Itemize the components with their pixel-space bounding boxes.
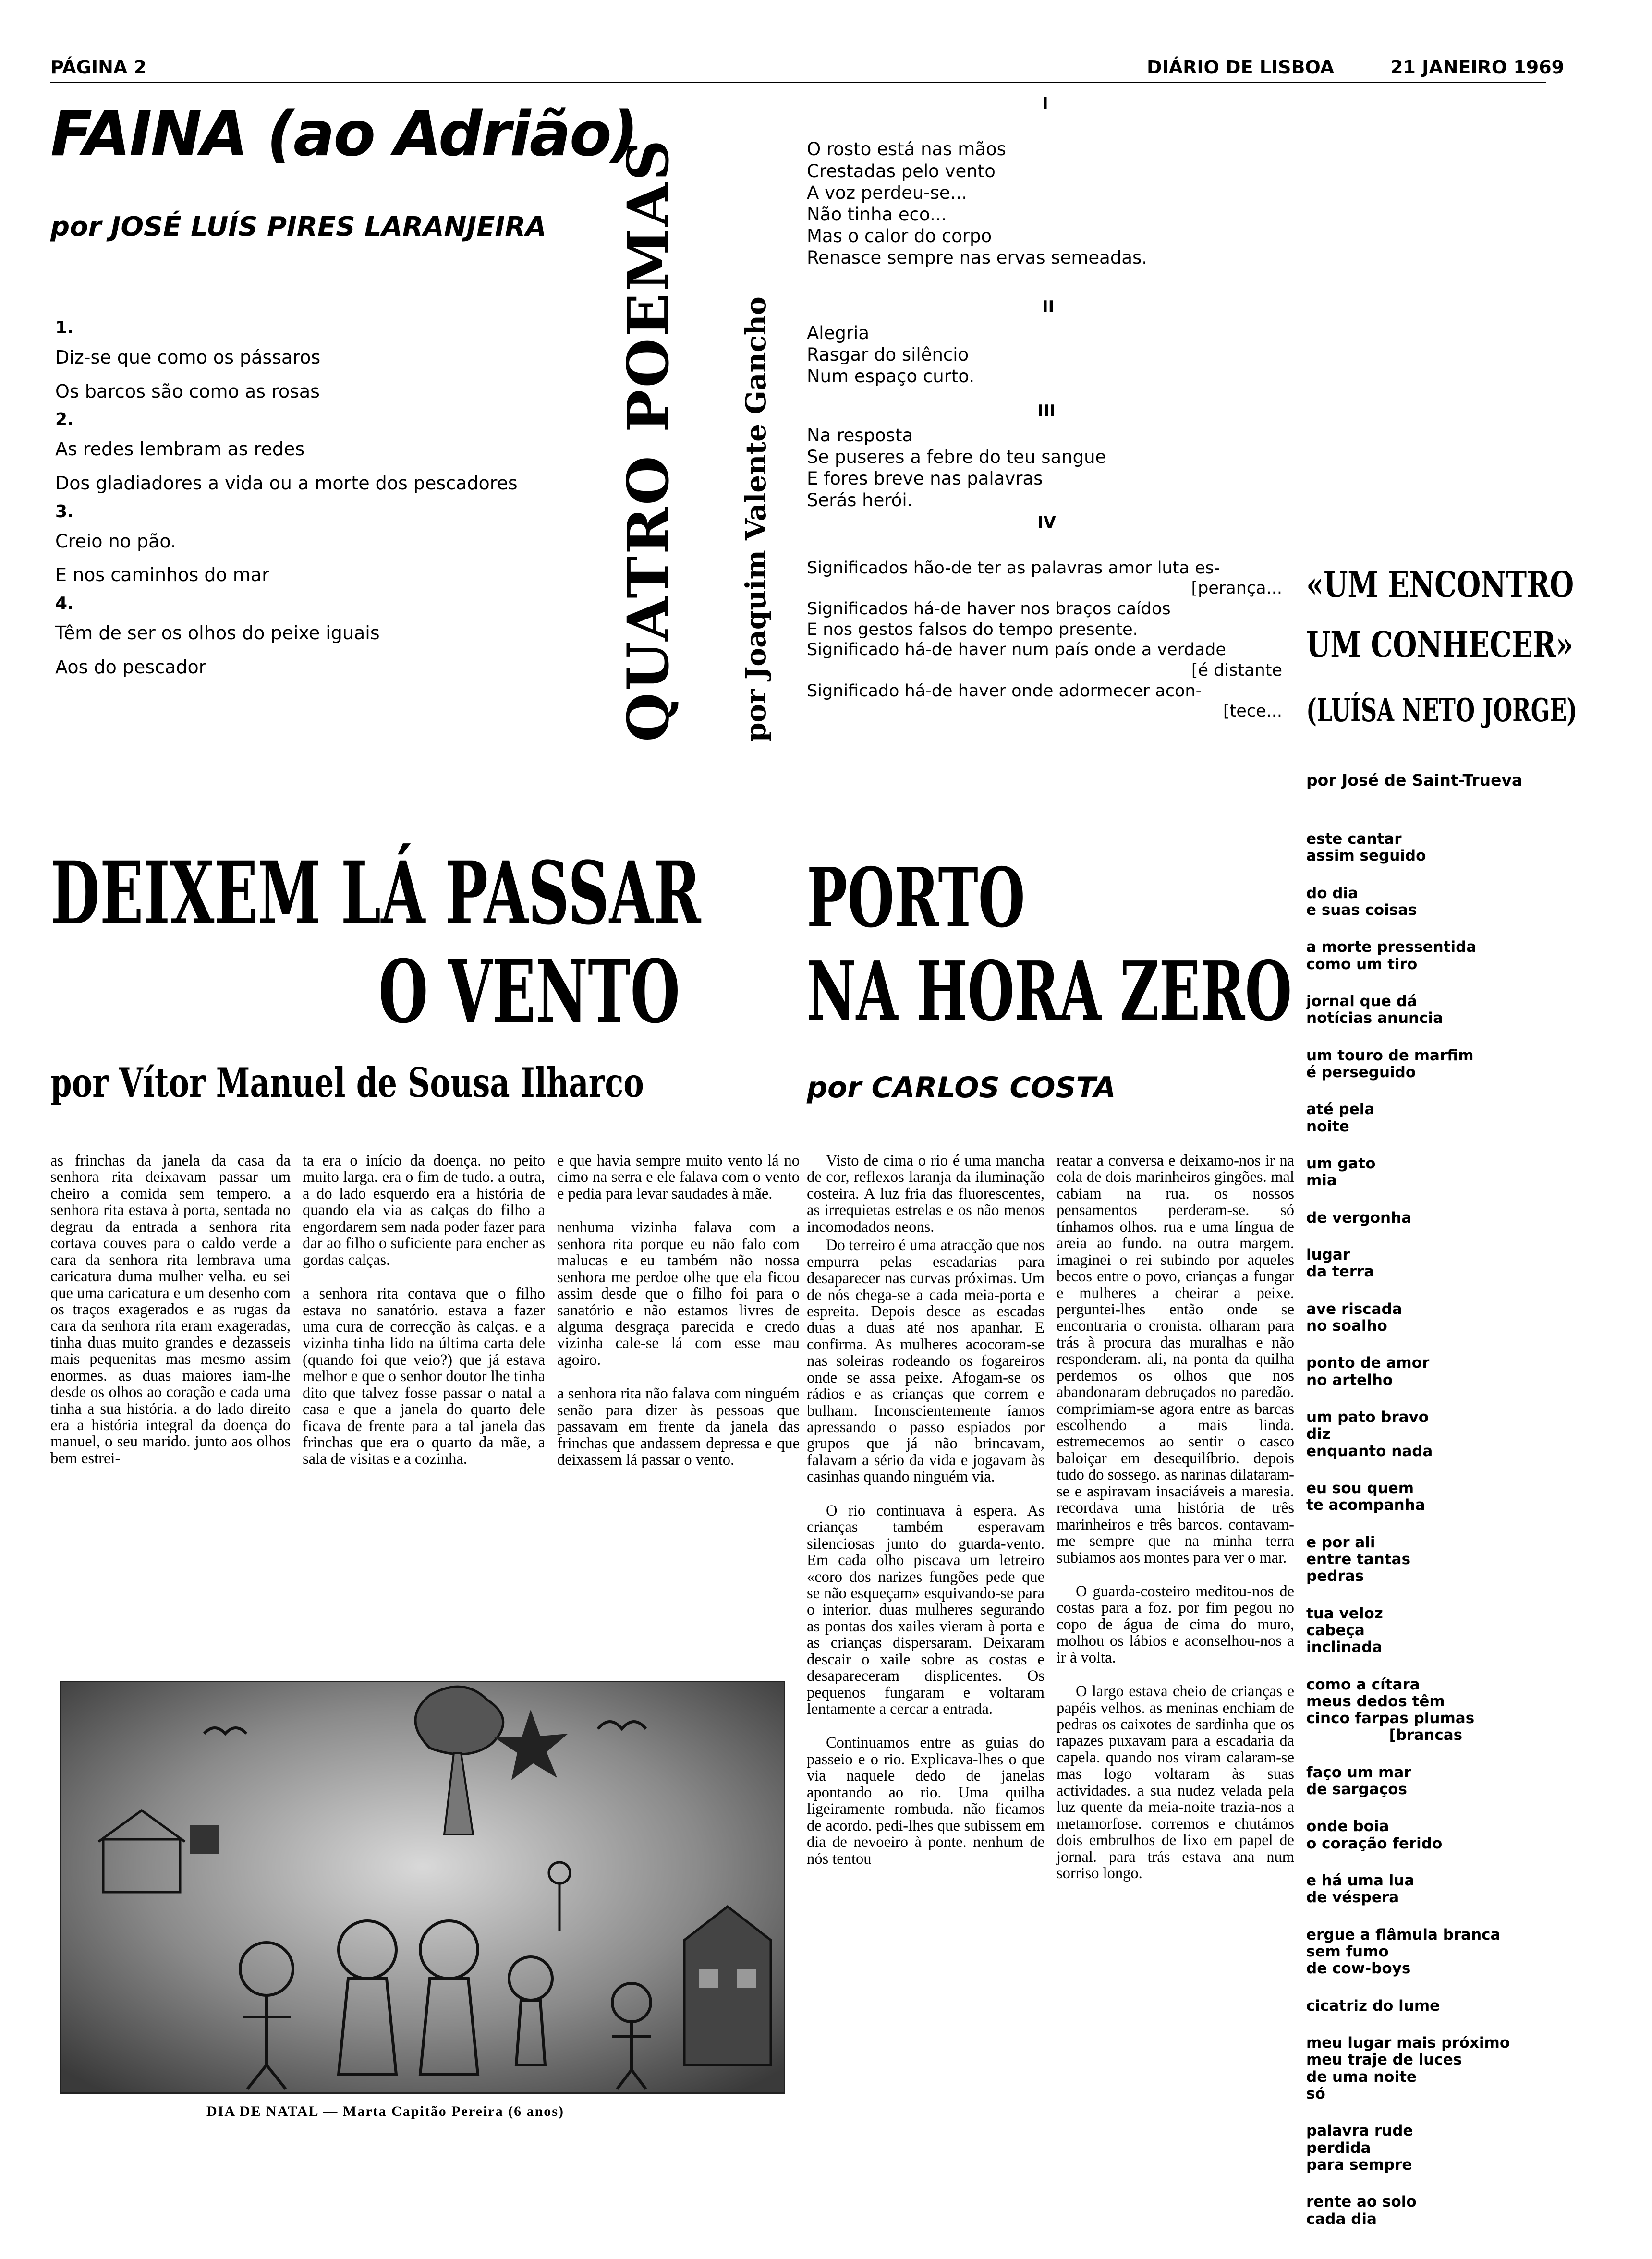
poem-line: Significado há-de haver num país onde a verdade: [807, 640, 1226, 660]
encontro-stanza: [1306, 1210, 1556, 1227]
poem-line: [é distante: [1191, 660, 1282, 680]
encontro-stanza: [1306, 1355, 1556, 1389]
article-paragraph: e que havia sempre muito vento lá no cimo na serra e ele falava com o vento e pedia para levar saudades à mãe.: [557, 1152, 800, 1202]
poem-line: Crestadas pelo vento: [807, 160, 996, 182]
poem-line: a morte pressentida: [1306, 938, 1477, 956]
quatro-title: QUATRO POEMAS: [615, 138, 681, 742]
poem-line: Significados hão-de ter as palavras amor luta es-: [807, 558, 1220, 578]
porto-title-1: PORTO: [807, 850, 1025, 946]
quatro-byline: por Joaquim Valente Gancho: [740, 296, 772, 742]
encontro-stanza: [1306, 1409, 1556, 1460]
encontro-stanza: [1306, 993, 1556, 1027]
poem-line: ponto de amor: [1306, 1354, 1430, 1372]
encontro-poem: [1306, 831, 1556, 2248]
article-paragraph: O largo estava cheio de crianças e papéis velhos. as meninas enchiam de pedras os caixotes de sardinha que os rapazes puxavam para a escadaria da capela. quando nos viram calaram-se mas logo voltaram às suas actividades. a sua nudez velada pela luz quente da meia-noite trazia-nos a metamorfose. corremos e chutámos dois embrulhos de lixo em papel de jornal. para trás estava ana num sorriso longo.: [1057, 1683, 1294, 1882]
poem-line: Alegria: [807, 322, 870, 343]
encontro-stanza: [1306, 885, 1556, 919]
poem-line: A voz perdeu-se...: [807, 182, 967, 203]
issue-date: 21 JANEIRO 1969: [1390, 57, 1565, 78]
encontro-title-1: «UM ENCONTRO: [1306, 564, 1574, 606]
poem-line: enquanto nada: [1306, 1442, 1433, 1460]
poem-line: As redes lembram as redes: [55, 438, 305, 460]
section-number: I: [1042, 94, 1048, 113]
poem-line: Diz-se que como os pássaros: [55, 347, 321, 368]
encontro-byline: por José de Saint-Trueva: [1306, 771, 1523, 789]
porto-column-1: [807, 1153, 1045, 1884]
poem-line: ergue a flâmula branca: [1306, 1926, 1501, 1943]
page-number: PÁGINA 2: [50, 57, 146, 78]
poem-line: diz: [1306, 1425, 1331, 1443]
poem-line: e há uma lua: [1306, 1872, 1415, 1890]
poem-line: E nos gestos falsos do tempo presente.: [807, 619, 1138, 639]
poem-line: Se puseres a febre do teu sangue: [807, 446, 1106, 467]
encontro-stanza: [1306, 1534, 1556, 1585]
article-paragraph: Continuamos entre as guias do passeio e o rio. Explicava-lhes o que via naquele dedo de janelas apontando ao rio. Uma quilha ligeiramente rombuda. não ficamos de acordo. pedi-lhes que subissem em dia de nevoeiro à ponte. nenhum de nós tentou: [807, 1734, 1045, 1868]
article-paragraph: ta era o início da doença. no peito muito larga. era o fim de tudo. a outra, a do lado esquerdo era a história de quando ela via as calças do filho a engordarem sem nada poder fazer para dar ao filho o suficiente para encher as gordas calças.: [303, 1152, 545, 1269]
poem-line: mia: [1306, 1172, 1337, 1190]
faina-stanza: [55, 409, 583, 495]
child-drawing-illustration: [60, 1681, 785, 2094]
poem-line: Os barcos são como as rosas: [55, 380, 320, 402]
poem-line: de sargaços: [1306, 1781, 1407, 1798]
photo-caption: DIA DE NATAL — Marta Capitão Pereira (6 anos): [206, 2103, 564, 2119]
poem-line: Têm de ser os olhos do peixe iguais: [55, 622, 380, 644]
article-paragraph: a senhora rita não falava com ninguém senão para dizer às pessoas que passavam em frente da janela das frinchas que andassem depressa e que deixassem lá passar o vento.: [557, 1385, 800, 1469]
quatro-section: [807, 322, 1311, 387]
encontro-stanza: [1306, 1047, 1556, 1081]
section-number: II: [1042, 297, 1055, 317]
poem-line: jornal que dá: [1306, 992, 1417, 1010]
encontro-stanza: [1306, 1247, 1556, 1281]
poem-line: é perseguido: [1306, 1063, 1416, 1081]
poem-line: meu lugar mais próximo: [1306, 2034, 1510, 2052]
poem-line: cicatriz do lume: [1306, 1997, 1440, 2015]
poem-line: de cow-boys: [1306, 1960, 1411, 1978]
photo-dia-de-natal: [60, 1681, 785, 2094]
deixem-column-2: [303, 1153, 545, 1485]
faina-title: FAINA (ao Adrião): [50, 98, 637, 170]
faina-byline: por JOSÉ LUÍS PIRES LARANJEIRA: [50, 211, 547, 243]
poem-line: meu traje de luces: [1306, 2051, 1462, 2069]
article-paragraph: Do terreiro é uma atracção que nos empurra pelas escadarias para desaparecer nas curvas próximas. Um de nós chega-se a cada meia-porta e espreita. Depois desce as escadas duas a duas até nos apanhar. E confirma. As mulheres acocoram-se nas soleiras rodeando os fogareiros onde se assa peixe. Afogam-se os rádios e as crianças que correm e bulham. Inconscientemente íamos apressando o passo espiados por grupos que já não brincavam, falavam a sério da vida e jogavam às casinhas quando ninguém via.: [807, 1237, 1045, 1486]
poem-line: no soalho: [1306, 1317, 1387, 1335]
stanza-number: 4.: [55, 593, 74, 613]
stanza-number: 3.: [55, 501, 74, 522]
quatro-section: [807, 138, 1311, 268]
poem-line: como um tiro: [1306, 955, 1418, 973]
poem-line: Aos do pescador: [55, 656, 206, 678]
poem-line: E fores breve nas palavras: [807, 468, 1043, 489]
quatro-section: [807, 425, 1311, 511]
encontro-stanza: [1306, 1818, 1556, 1852]
encontro-stanza: [1306, 2035, 1556, 2102]
poem-line: lugar: [1306, 1246, 1350, 1263]
poem-line: te acompanha: [1306, 1496, 1425, 1514]
encontro-subtitle: (LUÍSA NETO JORGE): [1306, 692, 1578, 729]
article-paragraph: reatar a conversa e deixamo-nos ir na cola de dois marinheiros gingões. mal cabiam na rua. os nossos pensamentos perderam-se. só tínhamos olhos. rua e uma língua de areia ao fundo. na outra margem. imaginei o rei subindo por aqueles becos entre o povo, crianças a fungar e mulheres a cheirar a peixe. perguntei-lhes então onde se encontraria o cronista. olharam para trás à procura das muralhas e não responderam. ali, na ponta da quilha perdemos os olhos que nos abandonaram debruçados no paredão. comprimiam-se agora entre as barcas escolhendo a mais linda. estremecemos ao sentir o casco baloiçar em desequilíbrio. depois tudo do sossego. as narinas dilataram-se e aspiravam insaciáveis a maresia. recordava uma história de três marinheiros e três barcos. contavam-me sempre que na minha terra subiamos aos montes para ver o mar.: [1057, 1152, 1294, 1567]
poem-line: perdida: [1306, 2139, 1371, 2157]
poem-line: Significado há-de haver onde adormecer acon-: [807, 681, 1202, 701]
poem-line: rente ao solo: [1306, 2193, 1417, 2211]
poem-line: Num espaço curto.: [807, 365, 975, 387]
poem-line: noite: [1306, 1117, 1349, 1135]
poem-line: Não tinha eco...: [807, 204, 947, 225]
poem-line: como a cítara: [1306, 1676, 1420, 1693]
poem-line: até pela: [1306, 1101, 1375, 1118]
encontro-stanza: [1306, 1101, 1556, 1135]
encontro-stanza: [1306, 2194, 1556, 2228]
poem-line: para sempre: [1306, 2156, 1412, 2174]
poem-line: e por ali: [1306, 1533, 1375, 1551]
encontro-stanza: [1306, 1676, 1556, 1744]
header-rule: [50, 82, 1546, 83]
poem-line: só: [1306, 2085, 1325, 2103]
poem-line: inclinada: [1306, 1639, 1383, 1656]
poem-line: um gato: [1306, 1154, 1376, 1172]
encontro-stanza: [1306, 1301, 1556, 1335]
poem-line: meus dedos têm: [1306, 1692, 1445, 1710]
encontro-stanza: [1306, 1872, 1556, 1907]
porto-byline: por CARLOS COSTA: [807, 1071, 1116, 1105]
poem-line: tua veloz: [1306, 1604, 1383, 1622]
porto-column-2: [1057, 1153, 1294, 1899]
poem-line: O rosto está nas mãos: [807, 139, 1006, 160]
deixem-byline: por Vítor Manuel de Sousa Ilharco: [50, 1059, 644, 1106]
encontro-stanza: [1306, 2123, 1556, 2174]
encontro-stanza: [1306, 831, 1556, 865]
poem-line: cinco farpas plumas: [1306, 1710, 1475, 1727]
quatro-section: [807, 558, 1311, 722]
poem-line: cada dia: [1306, 2210, 1377, 2228]
poem-line: Dos gladiadores a vida ou a morte dos pescadores: [55, 473, 518, 494]
poem-line: faço um mar: [1306, 1763, 1411, 1781]
article-paragraph: as frinchas da janela da casa da senhora rita deixavam passar um cheiro a comida sem tempero. a senhora rita estava à porta, sentada no degrau da entrada a senhora rita cortava couves para o caldo verde a cara da senhora rita lembrava uma caricatura duma mulher velha. eu sei que uma caricatura e um desenho com os traços exagerados e as rugas da cara da senhora rita eram exageradas, tinha duas muito grandes e dezasseis mais pequenitas mas mesmo assim enormes. as duas maiores iam-lhe desde os olhos ao coração e cada uma tinha a sua história. a do lado direito era a história integral da doença do manuel, o seu marido. junto aos olhos bem estrei-: [50, 1152, 291, 1467]
poem-line: assim seguido: [1306, 847, 1426, 865]
deixem-column-1: [50, 1153, 291, 1484]
faina-stanza: [55, 317, 583, 403]
poem-line: de uma noite: [1306, 2068, 1417, 2086]
poem-line: um pato bravo: [1306, 1408, 1429, 1426]
poem-line: Rasgar do silêncio: [807, 344, 969, 365]
encontro-stanza: [1306, 1605, 1556, 1656]
poem-line: [tece...: [1223, 702, 1282, 721]
deixem-title-1: DEIXEM LÁ PASSAR: [50, 843, 701, 944]
poem-line: Significados há-de haver nos braços caídos: [807, 599, 1171, 619]
deixem-column-3: [557, 1153, 800, 1485]
faina-stanza: [55, 501, 583, 587]
stanza-number: 2.: [55, 410, 74, 430]
quatro-poems: [807, 94, 1311, 722]
poem-line: e suas coisas: [1306, 901, 1417, 919]
poem-line: [brancas: [1306, 1726, 1463, 1744]
poem-line: do dia: [1306, 884, 1359, 902]
article-paragraph: O guarda-costeiro meditou-nos de costas para a foz. por fim pegou no copo de água de cima do muro, molhou os lábios e aconselhou-nos a ir à volta.: [1057, 1582, 1294, 1666]
encontro-title-2: UM CONHECER»: [1306, 624, 1573, 666]
poem-line: eu sou quem: [1306, 1479, 1414, 1497]
encontro-stanza: [1306, 1155, 1556, 1190]
newspaper-name: DIÁRIO DE LISBOA: [1147, 57, 1335, 78]
poem-line: Serás herói.: [807, 489, 913, 510]
poem-line: entre tantas: [1306, 1550, 1411, 1568]
poem-line: o coração ferido: [1306, 1834, 1443, 1852]
porto-title-2: NA HORA ZERO: [807, 944, 1292, 1040]
poem-line: onde boia: [1306, 1818, 1389, 1835]
article-paragraph: a senhora rita contava que o filho estava no sanatório. estava a fazer uma cura de correcção às calças. e a vizinha tinha lido na última carta dele (quando foi que veio?) que já estava melhor e que o senhor doutor lhe tinha dito que talvez fosse passar o natal a casa e que a janela do quarto dele ficava de frente para a tal janela das frinchas que era o quarto da mãe, a sala de visitas e a cozinha.: [303, 1285, 545, 1468]
encontro-stanza: [1306, 1998, 1556, 2015]
article-paragraph: O rio continuava à espera. As crianças também esperavam silenciosas junto do guarda-vento. Em cada olho piscava um letreiro «coro dos narizes fungões pede que se não esqueçam» esquivando-se para o interior. duas mulheres segurando as pontas dos xailes vieram à porta e as crianças dispersaram. Deixaram descair o xaile sobre as costas e desapareceram displicentes. Os pequenos fungaram e voltaram lentamente a cercar a entrada.: [807, 1502, 1045, 1718]
poem-line: E nos caminhos do mar: [55, 564, 269, 586]
encontro-stanza: [1306, 939, 1556, 973]
poem-line: ave riscada: [1306, 1300, 1402, 1318]
poem-line: da terra: [1306, 1263, 1374, 1281]
encontro-stanza: [1306, 1480, 1556, 1514]
poem-line: notícias anuncia: [1306, 1009, 1444, 1027]
deixem-title-2: O VENTO: [378, 941, 680, 1043]
section-number: III: [1037, 401, 1056, 421]
article-paragraph: nenhuma vizinha falava com a senhora rita porque eu não falo com malucas e eu também não nossa senhora me perdoe olhe que ela ficou assim desde que o filho foi para o sanatório e não estamos livres de alguma desgraça parecida e credo vizinha cale-se lá com esse mau agoiro.: [557, 1219, 800, 1369]
stanza-number: 1.: [55, 318, 74, 338]
poem-line: no artelho: [1306, 1371, 1393, 1389]
poem-line: Mas o calor do corpo: [807, 225, 992, 246]
poem-line: sem fumo: [1306, 1943, 1389, 1961]
encontro-stanza: [1306, 1927, 1556, 1978]
poem-line: este cantar: [1306, 830, 1402, 848]
poem-line: de véspera: [1306, 1889, 1399, 1907]
poem-line: palavra rude: [1306, 2122, 1413, 2140]
poem-line: [perança...: [1191, 579, 1282, 598]
section-number: IV: [1037, 513, 1056, 533]
encontro-stanza: [1306, 1764, 1556, 1798]
article-paragraph: Visto de cima o rio é uma mancha de cor, reflexos laranja da iluminação costeira. A luz fria das fluorescentes, as irrequietas estrelas e os não menos incomodados neons.: [807, 1152, 1045, 1236]
faina-poem: [55, 317, 583, 679]
poem-line: cabeça: [1306, 1621, 1365, 1639]
poem-line: de vergonha: [1306, 1209, 1412, 1227]
faina-stanza: [55, 593, 583, 679]
poem-line: Na resposta: [807, 425, 913, 446]
poem-line: um touro de marfim: [1306, 1046, 1474, 1064]
poem-line: pedras: [1306, 1567, 1364, 1585]
poem-line: Renasce sempre nas ervas semeadas.: [807, 247, 1148, 268]
poem-line: Creio no pão.: [55, 530, 177, 552]
